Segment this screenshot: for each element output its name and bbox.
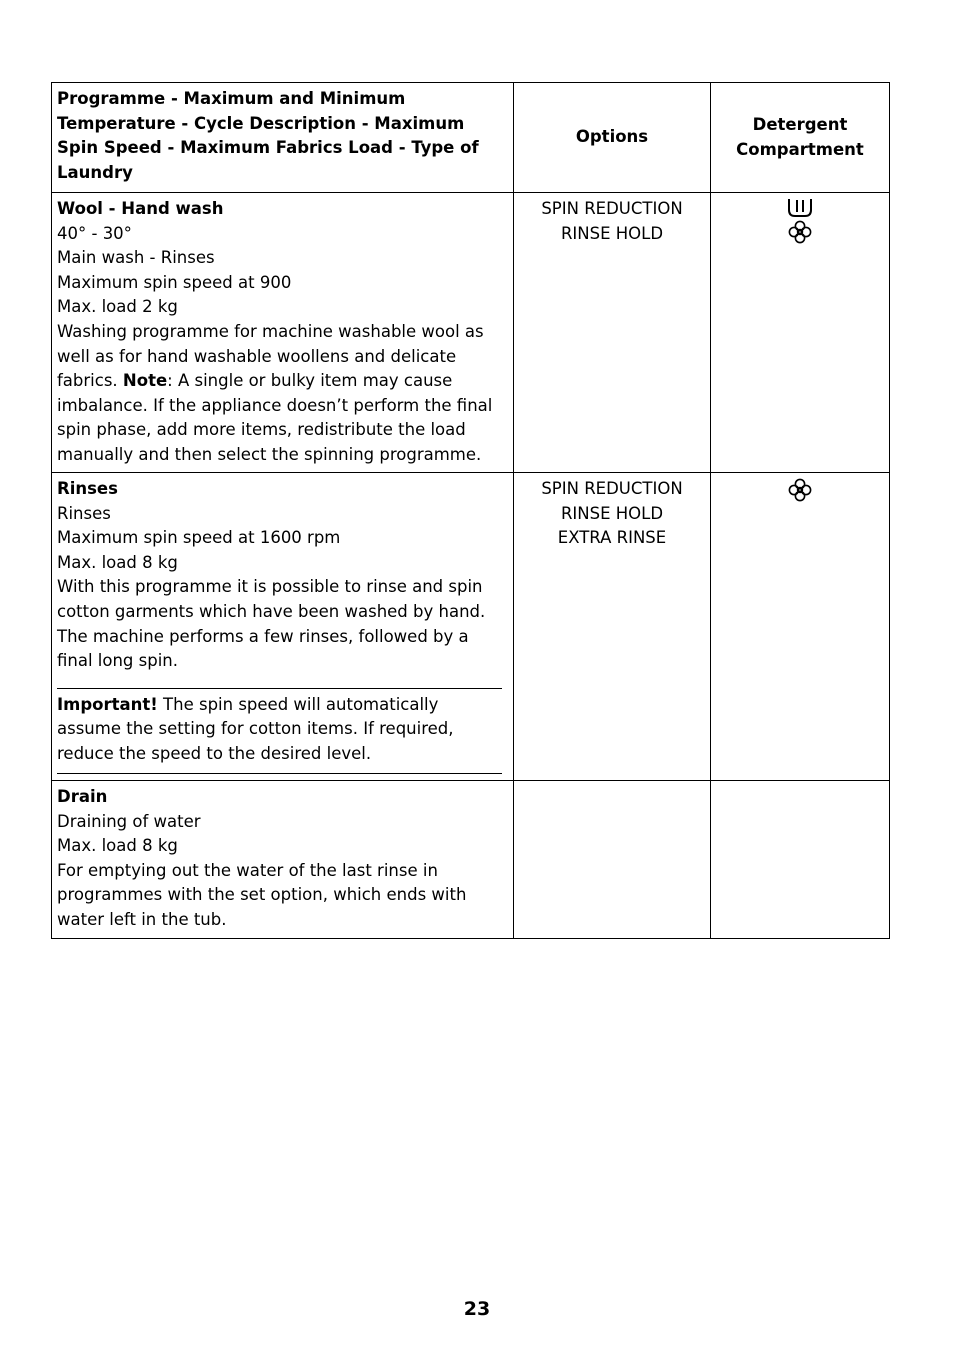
table-row [52, 193, 890, 473]
options-cell-rinses [514, 473, 711, 781]
programme-line: 40° - 30° [57, 223, 132, 243]
programme-description: With this programme it is possible to rinse and spin cotton garments which have been washed by hand. The machine performs a few rinses, followed by a final long spin. [57, 577, 486, 671]
note-label: Note [122, 371, 168, 391]
important-notice [57, 688, 502, 774]
option-item: RINSE HOLD [560, 223, 664, 243]
programme-line: Main wash - Rinses [57, 248, 215, 268]
programme-line: Rinses [57, 503, 111, 523]
programme-title: Rinses [57, 479, 118, 498]
programme-title: Wool - Hand wash [57, 199, 224, 218]
programme-cell-wool [52, 193, 514, 473]
programme-cell-rinses [52, 473, 514, 781]
option-item: SPIN REDUCTION [541, 479, 683, 498]
detergent-cell-wool [711, 193, 890, 473]
header-options: Options [514, 83, 711, 193]
programme-line: Max. load 8 kg [57, 552, 178, 572]
programme-title: Drain [57, 787, 108, 806]
options-cell-wool [514, 193, 711, 473]
programme-description [57, 322, 492, 464]
programme-line: Draining of water [57, 811, 201, 831]
detergent-cell-rinses [711, 473, 890, 781]
option-item: SPIN REDUCTION [541, 199, 683, 218]
main-wash-compartment-icon [787, 197, 813, 219]
programme-table [51, 82, 890, 939]
description-text: Washing programme for machine washable wool as well as for hand washable woollens and delicate fabrics. [57, 321, 484, 391]
description-text: : A single or bulky item may cause imbalance. If the appliance doesn’t perform the final spin phase, add more items, redistribute the load manually and then select the spinning programme. [57, 371, 493, 464]
detergent-cell-drain [711, 781, 890, 939]
table-row [52, 781, 890, 939]
options-cell-drain [514, 781, 711, 939]
programme-description: For emptying out the water of the last rinse in programmes with the set option, which ends with water left in the tub. [57, 860, 467, 929]
table-row [52, 473, 890, 781]
programme-line: Maximum spin speed at 900 [57, 272, 292, 292]
important-label: Important! [57, 694, 158, 714]
programme-line: Max. load 8 kg [57, 836, 178, 856]
header-detergent [711, 83, 890, 193]
table-header-row [52, 83, 890, 193]
header-detergent-text: Detergent Compartment [736, 114, 864, 159]
programme-line: Max. load 2 kg [57, 297, 178, 317]
softener-compartment-icon [787, 219, 813, 245]
page-number: 23 [463, 1298, 491, 1320]
softener-compartment-icon [787, 477, 813, 503]
programme-cell-drain [52, 781, 514, 939]
programme-line: Maximum spin speed at 1600 rpm [57, 528, 341, 548]
header-programme: Programme - Maximum and Minimum Temperature - Cycle Description - Maximum Spin Speed - Maximum Fabrics Load - Type of Laundry [52, 83, 514, 193]
option-item: RINSE HOLD [560, 503, 664, 523]
option-item: EXTRA RINSE [557, 528, 667, 548]
important-text: The spin speed will automatically assume the setting for cotton items. If required, reduce the speed to the desired level. [57, 694, 454, 763]
